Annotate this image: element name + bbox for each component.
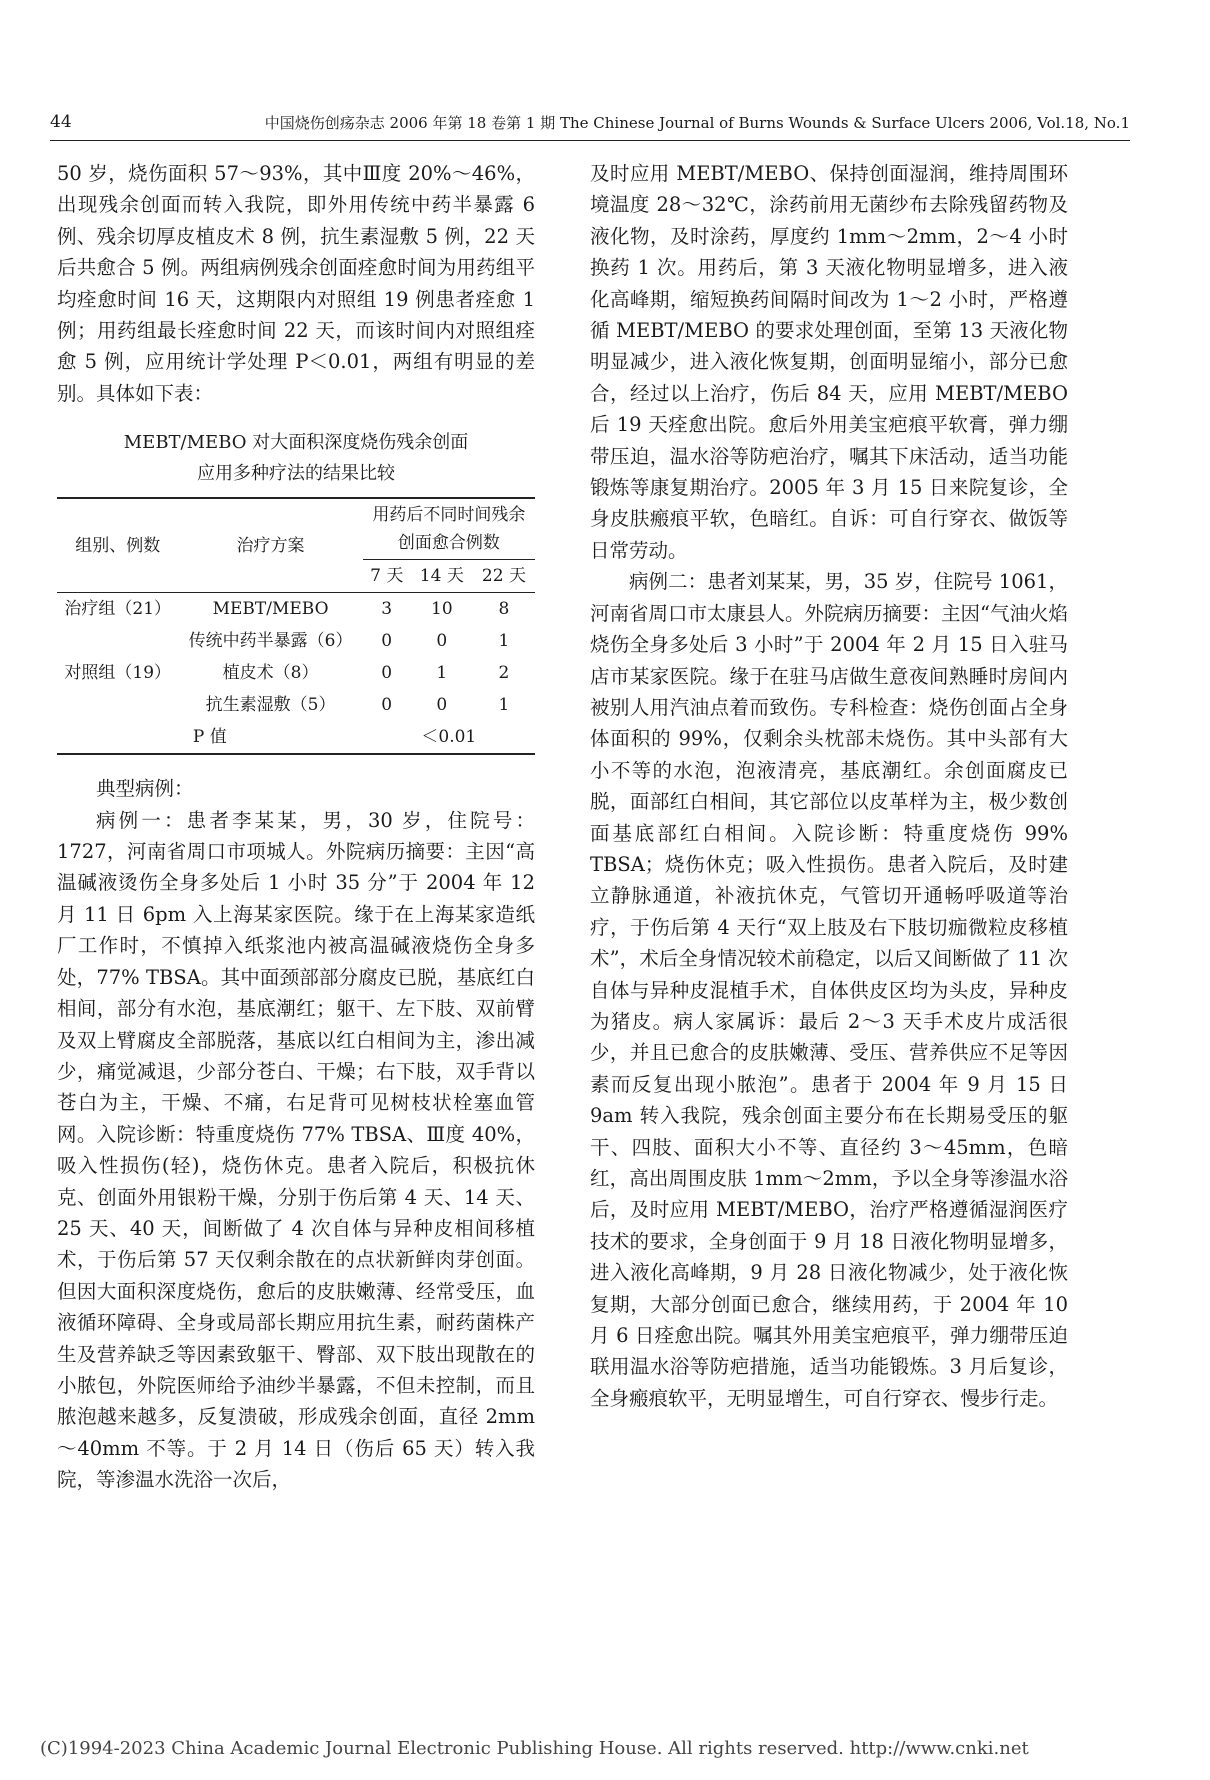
table-row-p <box>57 721 535 754</box>
cell-plan: 植皮术（8） <box>222 663 319 684</box>
cell-value: 1 <box>498 631 510 652</box>
header-day-7: 7 天 <box>363 560 411 593</box>
cell-value: 0 <box>381 663 393 684</box>
copyright-footer: (C)1994-2023 China Academic Journal Electronic Publishing House. All rights reserved. http://www.cnki.net <box>40 1738 1029 1759</box>
cell-group: 对照组（19） <box>64 663 172 684</box>
table-row <box>57 593 535 626</box>
page-number: 44 <box>50 112 72 132</box>
cell-value: 1 <box>498 695 510 716</box>
cell-value: 0 <box>381 631 393 652</box>
header-day-22: 22 天 <box>473 560 535 593</box>
case-two-paragraph: 病例二：患者刘某某，男，35 岁，住院号 1061，河南省周口市太康县人。外院病历摘要：主因“气油火焰烧伤全身多处后 3 小时”于 2004 年 2 月 15 日入驻马店市某家医院。缘于在驻马店做生意夜间熟睡时房间内被别人用汽油点着而致伤。专科检查：烧伤创面占全身体面积的 99%，仅剩余头枕部未烧伤。其中头部有大小不等的水泡，泡液清亮，基底潮红。余创面腐皮已脱，面部红白相间，其它部位以皮革样为主，极少数创面基底部红白相间。入院诊断：特重度烧伤 99% TBSA；烧伤休克；吸入性损伤。患者入院后，及时建立静脉通道，补液抗休克，气管切开通畅呼吸道等治疗，于伤后第 4 天行“双上肢及右下肢切痂微粒皮移植术”，术后全身情况较术前稳定，以后又间断做了 11 次自体与异种皮混植手术，自体供皮区均为头皮，异种皮为猪皮。病人家属诉：最后 2～3 天手术皮片成活很少，并且已愈合的皮肤嫩薄、受压、营养供应不足等因素而反复出现小脓泡”。患者于 2004 年 9 月 15 日 9am 转入我院，残余创面主要分布在长期易受压的躯干、四肢、面积大小不等、直径约 3～45mm，色暗红，高出周围皮肤 1mm～2mm，予以全身等渗温水浴后，及时应用 MEBT/MEBO，治疗严格遵循湿润医疗技术的要求，全身创面于 9 月 18 日液化物明显增多，进入液化高峰期，9 月 28 日液化物减少，处于液化恢复期，大部分创面已愈合，继续用药，于 2004 年 10 月 6 日痊愈出院。嘱其外用美宝疤痕平，弹力绷带压迫联用温水浴等防疤措施，适当功能锻炼。3 月后复诊，全身瘢痕软平，无明显增生，可自行穿衣、慢步行走。 <box>590 570 1068 1410</box>
cell-value: 8 <box>498 599 510 620</box>
case-one-paragraph: 病例一：患者李某某，男，30 岁，住院号：1727，河南省周口市项城人。外院病历摘要：主因“高温碱液烫伤全身多处后 1 小时 35 分”于 2004 年 12 月 11 日 6pm 入上海某家医院。缘于在上海某家造纸厂工作时，不慎掉入纸浆池内被高温碱液烧伤全身多处，77% TBSA。其中面颈部部分腐皮已脱，基底红白相间，部分有水泡，基底潮红；躯干、左下肢、双前臂及双上臂腐皮全部脱落，基底以红白相间为主，渗出减少，痛觉减退，少部分苍白、干燥；右下肢，双手背以苍白为主，干燥、不痛，右足背可见树枝状栓塞血管网。入院诊断：特重度烧伤 77% TBSA、Ⅲ度 40%，吸入性损伤(轻)，烧伤休克。患者入院后，积极抗休克、创面外用银粉干燥，分别于伤后第 4 天、14 天、25 天、40 天，间断做了 4 次自体与异种皮相间移植术，于伤后第 57 天仅剩余散在的点状新鲜肉芽创面。但因大面积深度烧伤，愈后的皮肤嫩薄、经常受压，血液循环障碍、全身或局部长期应用抗生素，耐药菌株产生及营养缺乏等因素致躯干、臀部、双下肢出现散在的小脓包，外院医师给予油纱半暴露，不但未控制，而且脓泡越来越多，反复溃破，形成残余创面，直径 2mm～40mm 不等。于 2 月 14 日（伤后 65 天）转入我院，等渗温水洗浴一次后， <box>57 808 535 1492</box>
typical-cases-heading: 典型病例： <box>96 777 194 801</box>
running-header <box>50 108 1130 138</box>
cell-value: 0 <box>436 695 448 716</box>
table-caption-line-1: MEBT/MEBO 对大面积深度烧伤残余创面 <box>123 432 469 454</box>
cell-value: 0 <box>436 631 448 652</box>
cell-value: 3 <box>381 599 393 620</box>
header-group: 组别、例数 <box>57 498 178 593</box>
case-one-continued: 及时应用 MEBT/MEBO、保持创面湿润，维持周围环境温度 28～32℃，涂药前用无菌纱布去除残留药物及液化物，及时涂药，厚度约 1mm～2mm，2～4 小时换药 1 次。用药后，第 3 天液化物明显增多，进入液化高峰期，缩短换药间隔时间改为 1～2 小时，严格遵循 MEBT/MEBO 的要求处理创面，至第 13 天液化物明显减少，进入液化恢复期，创面明显缩小，部分已愈合，经过以上治疗，伤后 84 天，应用 MEBT/MEBO 后 19 天痊愈出院。愈后外用美宝疤痕平软膏，弹力绷带压迫，温水浴等防疤治疗，嘱其下床活动，适当功能锻炼等康复期治疗。2005 年 3 月 15 日来院复诊，全身皮肤瘢痕平软，色暗红。自诉：可自行穿衣、做饭等日常劳动。 <box>590 162 1068 562</box>
header-span-line-2: 创面愈合例数 <box>397 533 500 554</box>
cell-plan: 传统中药半暴露（6） <box>188 631 353 652</box>
cell-value: 2 <box>498 663 510 684</box>
table-row <box>57 625 535 657</box>
cell-value: 0 <box>381 695 393 716</box>
header-span <box>363 498 535 560</box>
header-rule <box>50 140 1130 141</box>
header-span-line-1: 用药后不同时间残余 <box>372 505 526 526</box>
right-column <box>590 158 1068 1414</box>
cell-value: 1 <box>436 663 448 684</box>
cell-group: 治疗组（21） <box>64 599 172 620</box>
results-table <box>57 497 535 755</box>
cell-plan: 抗生素湿敷（5） <box>205 695 336 716</box>
header-plan: 治疗方案 <box>178 498 362 593</box>
journal-title: 中国烧伤创疡杂志 2006 年第 18 卷第 1 期 The Chinese Journal of Burns Wounds & Surface Ulcers 2006, Vol.18, No.1 <box>264 114 1130 132</box>
cell-value: 10 <box>431 599 453 620</box>
paragraph-results: 50 岁，烧伤面积 57～93%，其中Ⅲ度 20%～46%，出现残余创面而转入我院，即外用传统中药半暴露 6 例、残余切厚皮植皮术 8 例，抗生素湿敷 5 例，22 天后共愈合 5 例。两组病例残余创面痊愈时间为用药组平均痊愈时间 16 天，这期限内对照组 19 例患者痊愈 1 例；用药组最长痊愈时间 22 天，而该时间内对照组痊愈 5 例，应用统计学处理 P＜0.01，两组有明显的差别。具体如下表： <box>57 162 535 405</box>
table-caption-line-2: 应用多种疗法的结果比较 <box>197 463 395 485</box>
cell-p-label: P 值 <box>57 721 363 754</box>
cell-plan: MEBT/MEBO <box>212 599 329 620</box>
left-column <box>57 158 535 1496</box>
table-caption <box>57 427 535 489</box>
header-day-14: 14 天 <box>411 560 473 593</box>
cell-p-value: ＜0.01 <box>363 721 535 754</box>
